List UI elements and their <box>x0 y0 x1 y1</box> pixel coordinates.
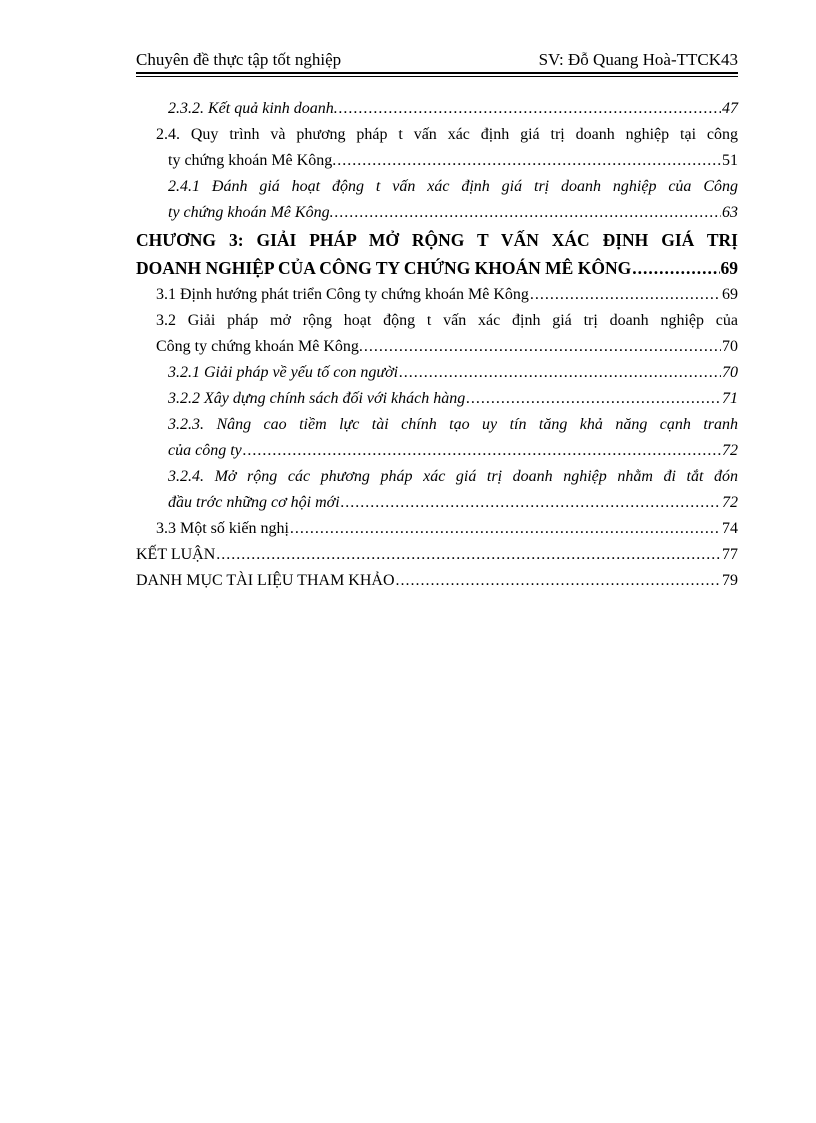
toc-entry-text-line1: 2.4.1 Đánh giá hoạt động t vấn xác định giá trị doanh nghiệp của Công <box>168 178 738 195</box>
toc-entry-text-line1: 2.4. Quy trình và phương pháp t vấn xác định giá trị doanh nghiệp tại công <box>156 126 738 143</box>
dot-leader <box>396 568 721 594</box>
toc-page-number: 69 <box>722 286 738 303</box>
dot-leader <box>339 96 721 122</box>
toc-entry-text-line2: đầu trớc những cơ hội mới <box>168 494 340 511</box>
toc-entry-text-line2: ty chứng khoán Mê Kông. <box>168 204 334 221</box>
toc-page-number: 74 <box>722 520 738 537</box>
toc-entry-text-line2: DOANH NGHIỆP CỦA CÔNG TY CHỨNG KHOÁN MÊ KÔNG <box>136 258 632 278</box>
toc-entry-text: DANH MỤC TÀI LIỆU THAM KHẢO <box>136 572 395 589</box>
toc-entry-3-2-4[interactable] <box>136 464 738 516</box>
toc-entry-chapter-3[interactable] <box>136 226 738 282</box>
toc-page-number: 72 <box>722 442 738 459</box>
toc-entry-text: 3.1 Định hướng phát triển Công ty chứng khoán Mê Kông <box>156 286 529 303</box>
toc-page-number: 47 <box>722 100 738 117</box>
toc-page-number: 51 <box>722 152 738 169</box>
toc-entry-3-2-1[interactable] <box>136 360 738 386</box>
toc-entry-text: 2.3.2. Kết quả kinh doanh. <box>168 100 338 117</box>
toc-entry-text: 3.2.1 Giải pháp về yếu tố con người <box>168 364 399 381</box>
toc-entry-text-line1: 3.2.3. Nâng cao tiềm lực tài chính tạo uy tín tăng khả năng cạnh tranh <box>168 416 738 433</box>
toc-entry-2-4-1[interactable] <box>136 174 738 226</box>
toc-entry-text-line2: Công ty chứng khoán Mê Kông. <box>156 338 363 355</box>
toc-entry-text-line1: 3.2.4. Mở rộng các phương pháp xác giá trị doanh nghiệp nhằm đi tắt đón <box>168 468 738 485</box>
dot-leader <box>341 490 721 516</box>
header-rule-thin <box>136 76 738 77</box>
toc-entry-text-line2: ty chứng khoán Mê Kông. <box>168 152 337 169</box>
toc-entry-text-line1: 3.2 Giải pháp mở rộng hoạt động t vấn xác định giá trị doanh nghiệp của <box>156 312 738 329</box>
header-author: SV: Đỗ Quang Hoà-TTCK43 <box>538 50 738 69</box>
dot-leader <box>364 334 721 360</box>
toc-page-number: 63 <box>722 204 738 221</box>
running-header <box>136 50 738 72</box>
toc-entry-conclusion[interactable] <box>136 542 738 568</box>
toc-page-number: 79 <box>722 572 738 589</box>
toc-entry-text: 3.2.2 Xây dựng chính sách đối với khách hàng <box>168 390 466 407</box>
toc-page-number: 77 <box>722 546 738 563</box>
toc-entry-3-3[interactable] <box>136 516 738 542</box>
dot-leader <box>243 438 721 464</box>
toc-entry-3-2-2[interactable] <box>136 386 738 412</box>
toc-entry-text-line2: của công ty <box>168 442 242 459</box>
toc-page-number: 69 <box>720 258 738 278</box>
table-of-contents <box>136 96 738 594</box>
toc-entry-3-2[interactable] <box>136 308 738 360</box>
dot-leader <box>399 360 721 386</box>
dot-leader <box>530 282 721 308</box>
dot-leader <box>216 542 721 568</box>
dot-leader <box>466 386 721 412</box>
toc-entry-3-2-3[interactable] <box>136 412 738 464</box>
dot-leader <box>335 200 721 226</box>
toc-page-number: 71 <box>722 390 738 407</box>
dot-leader <box>337 148 721 174</box>
dot-leader <box>632 254 719 282</box>
dot-leader <box>290 516 721 542</box>
toc-entry-3-1[interactable] <box>136 282 738 308</box>
toc-entry-text: KẾT LUẬN <box>136 546 216 563</box>
toc-page-number: 70 <box>722 364 738 381</box>
toc-entry-2-3-2[interactable] <box>136 96 738 122</box>
toc-entry-text: 3.3 Một số kiến nghị <box>156 520 289 537</box>
toc-entry-references[interactable] <box>136 568 738 594</box>
toc-page-number: 70 <box>722 338 738 355</box>
toc-entry-2-4[interactable] <box>136 122 738 174</box>
toc-entry-text-line1: CHƯƠNG 3: GIẢI PHÁP MỞ RỘNG T VẤN XÁC ĐỊNH GIÁ TRỊ <box>136 230 738 250</box>
toc-page-number: 72 <box>722 494 738 511</box>
header-rule <box>136 72 738 74</box>
header-title: Chuyên đề thực tập tốt nghiệp <box>136 50 342 69</box>
